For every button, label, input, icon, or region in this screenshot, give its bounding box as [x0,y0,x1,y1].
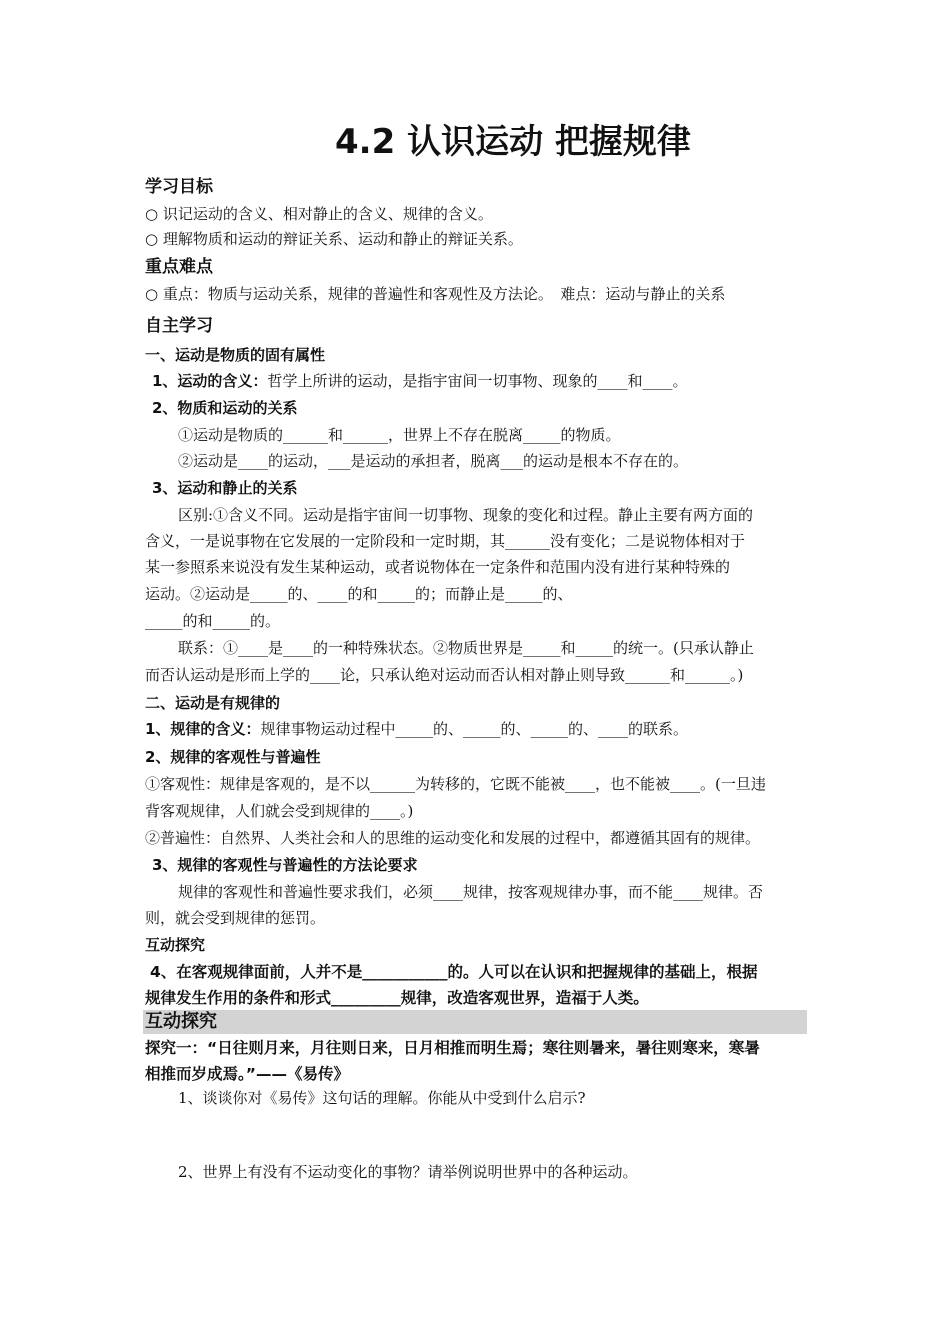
explore-quote-line1 [145,1038,760,1058]
part2-s1 [145,719,688,739]
part2-s2-line3: ②普遍性：自然界、人类社会和人的思维的运动变化和发展的过程中，都遵循其固有的规律。 [145,829,761,847]
explore-quote-text: “日往则月来，月往则日来，日月相推而明生焉；寒往则暑来，暑往则寒来，寒暑 [207,1039,760,1057]
part2-s2-heading: 2、规律的客观性与普遍性 [145,748,321,766]
key-points-text: ○ 重点：物质与运动关系，规律的普遍性和客观性及方法论。 难点：运动与静止的关系 [145,285,726,303]
part1-s3-line6: 联系：①____是____的一种特殊状态。②物质世界是_____和_____的统一。(只承认静止 [178,639,754,657]
goal-item-1: ○ 识记运动的含义、相对静止的含义、规律的含义。 [145,205,493,223]
part1-s3-line4: 运动。②运动是_____的、____的和_____的；而静止是_____的、 [145,585,573,603]
part2-s1-label: 1、规律的含义： [145,720,261,738]
part1-s3-line5: _____的和_____的。 [145,612,281,630]
part1-s2-line2: ②运动是____的运动，___是运动的承担者，脱离___的运动是根本不存在的。 [178,452,689,470]
part2-s2-line2: 背客观规律，人们就会受到规律的____。) [145,802,414,820]
part2-s2-line1: ①客观性：规律是客观的，是不以______为转移的，它既不能被____，也不能被____。(一旦违 [145,775,766,793]
part1-s3-heading: 3、运动和静止的关系 [152,479,298,497]
explore-heading: 互动探究 [145,1011,217,1032]
part1-s2-line1: ①运动是物质的______和______，世界上不存在脱离_____的物质。 [178,426,621,444]
part1-s1 [152,371,687,391]
part1-s3-line7: 而否认运动是形而上学的____论，只承认绝对运动而否认相对静止则导致______和______。) [145,666,744,684]
part2-s3-heading: 3、规律的客观性与普遍性的方法论要求 [152,856,418,874]
page-title: 4.2 认识运动 把握规律 [335,122,691,162]
explore-heading-bar [143,1010,807,1034]
part2-s1-text: 规律事物运动过程中_____的、_____的、_____的、____的联系。 [260,720,688,738]
part1-heading: 一、运动是物质的固有属性 [145,346,326,364]
goal-item-2: ○ 理解物质和运动的辩证关系、运动和静止的辩证关系。 [145,230,523,248]
part1-s3-line2: 含义，一是说事物在它发展的一定阶段和一定时期，其______没有变化；二是说物体相对于 [145,532,746,550]
part1-s1-label: 1、运动的含义： [152,372,268,390]
explore-question-1: 1、谈谈你对《易传》这句话的理解。你能从中受到什么启示? [178,1089,586,1107]
key-points-heading: 重点难点 [145,257,213,277]
part2-s3-line1: 规律的客观性和普遍性要求我们，必须____规律，按客观规律办事，而不能____规律。否 [178,883,764,901]
item4-line1: 4、在客观规律面前，人并不是___________的。人可以在认识和把握规律的基础上，根据 [150,963,758,981]
part2-s3-line2: 则，就会受到规律的惩罚。 [145,909,326,927]
part1-s1-text: 哲学上所讲的运动，是指宇宙间一切事物、现象的____和____。 [267,372,688,390]
part1-s3-line1: 区别:①含义不同。运动是指宇宙间一切事物、现象的变化和过程。静止主要有两方面的 [178,506,754,524]
self-study-heading: 自主学习 [145,316,213,336]
explore-quote-label: 探究一： [145,1039,208,1057]
explore-quote-line2: 相推而岁成焉。”——《易传》 [145,1065,349,1083]
part1-s3-line3: 某一参照系来说没有发生某种运动，或者说物体在一定条件和范围内没有进行某种特殊的 [145,558,731,576]
part1-s2-heading: 2、物质和运动的关系 [152,399,298,417]
goals-heading: 学习目标 [145,177,213,197]
item4-line2: 规律发生作用的条件和形式_________规律，改造客观世界，造福于人类。 [145,989,649,1007]
part2-heading: 二、运动是有规律的 [145,694,281,712]
explore-question-2: 2、世界上有没有不运动变化的事物？请举例说明世界中的各种运动。 [178,1163,638,1181]
interactive-heading-small: 互动探究 [145,936,206,954]
